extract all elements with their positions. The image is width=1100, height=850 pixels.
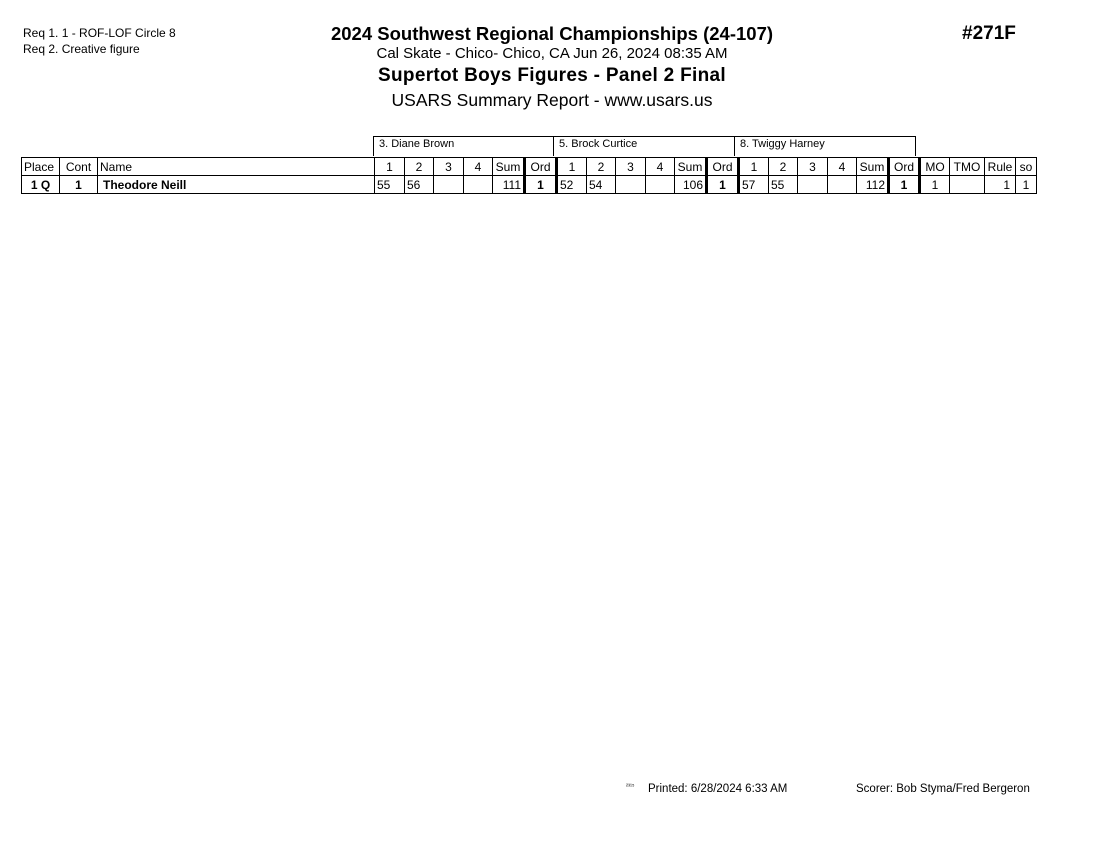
j1-sum: 111 — [493, 176, 525, 194]
col-j3-1: 1 — [739, 158, 769, 176]
j3-score-1: 57 — [739, 176, 769, 194]
j1-score-3 — [434, 176, 464, 194]
report-header — [252, 22, 852, 111]
col-j3-2: 2 — [769, 158, 798, 176]
col-j2-sum: Sum — [675, 158, 707, 176]
j3-score-4 — [828, 176, 857, 194]
mo-cell: 1 — [920, 176, 950, 194]
j1-score-2: 56 — [405, 176, 434, 194]
col-j3-4: 4 — [828, 158, 857, 176]
table-row — [22, 176, 1037, 194]
col-j2-4: 4 — [646, 158, 675, 176]
judge-header-2: 5. Brock Curtice — [553, 136, 735, 156]
requirement-2: Req 2. Creative figure — [23, 42, 140, 56]
j1-score-1: 55 — [375, 176, 405, 194]
j2-score-1: 52 — [557, 176, 587, 194]
judge-header-3: 8. Twiggy Harney — [734, 136, 916, 156]
scorer-names: Scorer: Bob Styma/Fred Bergeron — [856, 783, 1030, 795]
j2-sum: 106 — [675, 176, 707, 194]
j1-score-4 — [464, 176, 493, 194]
col-j1-2: 2 — [405, 158, 434, 176]
col-j2-2: 2 — [587, 158, 616, 176]
col-j1-4: 4 — [464, 158, 493, 176]
col-j1-1: 1 — [375, 158, 405, 176]
requirement-1: Req 1. 1 - ROF-LOF Circle 8 — [23, 26, 176, 40]
col-j3-sum: Sum — [857, 158, 889, 176]
col-name: Name — [98, 158, 375, 176]
j2-score-4 — [646, 176, 675, 194]
col-j1-ord: Ord — [525, 158, 557, 176]
col-j2-3: 3 — [616, 158, 646, 176]
col-j1-3: 3 — [434, 158, 464, 176]
judge-header-1: 3. Diane Brown — [373, 136, 554, 156]
j3-score-2: 55 — [769, 176, 798, 194]
table-header-row — [22, 158, 1037, 176]
j3-sum: 112 — [857, 176, 889, 194]
so-cell: 1 — [1016, 176, 1037, 194]
j2-ord: 1 — [707, 176, 739, 194]
col-so: so — [1016, 158, 1037, 176]
printed-timestamp: Printed: 6/28/2024 6:33 AM — [648, 783, 788, 795]
event-name: Supertot Boys Figures - Panel 2 Final — [378, 65, 726, 86]
col-j3-ord: Ord — [889, 158, 920, 176]
place-cell: 1 Q — [22, 176, 60, 194]
event-number: #271F — [962, 23, 1016, 44]
results-table — [21, 157, 1037, 194]
skater-name: Theodore Neill — [98, 176, 375, 194]
j2-score-3 — [616, 176, 646, 194]
tmo-cell — [950, 176, 985, 194]
cont-cell: 1 — [60, 176, 98, 194]
j1-ord: 1 — [525, 176, 557, 194]
col-rule: Rule — [985, 158, 1016, 176]
col-j1-sum: Sum — [493, 158, 525, 176]
col-j2-1: 1 — [557, 158, 587, 176]
competition-title: 2024 Southwest Regional Championships (24-107) — [330, 23, 774, 44]
rule-cell: 1 — [985, 176, 1016, 194]
location-date: Cal Skate - Chico- Chico, CA Jun 26, 2024 08:35 AM — [376, 45, 728, 62]
col-tmo: TMO — [950, 158, 985, 176]
footer-code: ²³¹⁵ — [626, 784, 635, 790]
col-place: Place — [22, 158, 60, 176]
col-j3-3: 3 — [798, 158, 828, 176]
j3-score-3 — [798, 176, 828, 194]
j2-score-2: 54 — [587, 176, 616, 194]
report-name: USARS Summary Report - www.usars.us — [391, 90, 713, 110]
col-j2-ord: Ord — [707, 158, 739, 176]
col-mo: MO — [920, 158, 950, 176]
j3-ord: 1 — [889, 176, 920, 194]
col-cont: Cont — [60, 158, 98, 176]
